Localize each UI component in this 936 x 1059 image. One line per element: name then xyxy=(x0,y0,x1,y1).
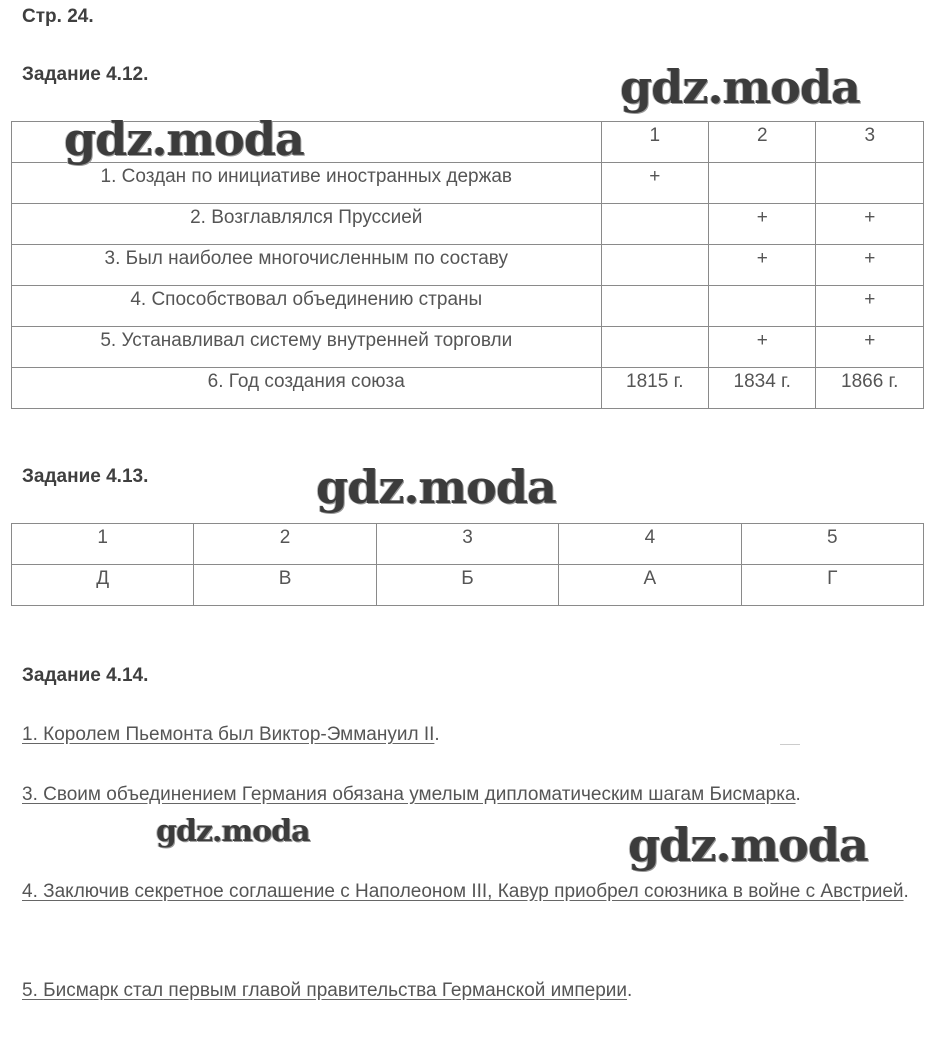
table-cell: 1815 г. xyxy=(601,368,708,409)
watermark-logo: gdz.moda xyxy=(620,60,860,114)
watermark-logo: gdz.moda xyxy=(64,112,304,166)
table-row xyxy=(12,327,924,368)
table-cell: 5. Устанавливал систему внутренней торговли xyxy=(12,327,602,368)
table-cell xyxy=(816,163,924,204)
statement-item xyxy=(22,972,915,1010)
table-cell: 2 xyxy=(709,122,816,163)
table-cell: + xyxy=(816,327,924,368)
table-cell: 3. Был наиболее многочисленным по составу xyxy=(12,245,602,286)
statement-item xyxy=(22,716,915,754)
statement-period: . xyxy=(795,784,801,805)
table-row xyxy=(12,245,924,286)
table-cell: 1 xyxy=(601,122,708,163)
table-cell: 2 xyxy=(194,524,376,565)
table-cell: + xyxy=(816,286,924,327)
table-cell: Г xyxy=(741,565,923,606)
task-4-12-title: Задание 4.12. xyxy=(22,64,149,85)
table-cell xyxy=(709,163,816,204)
table-cell: В xyxy=(194,565,376,606)
table-cell: А xyxy=(559,565,741,606)
table-row xyxy=(12,163,924,204)
statement-item xyxy=(22,776,915,814)
table-row xyxy=(12,204,924,245)
table-cell: + xyxy=(816,204,924,245)
table-cell: 3 xyxy=(816,122,924,163)
table-header-row xyxy=(12,524,924,565)
statement-text: 3. Своим объединением Германия обязана умелым дипломатическим шагам Бисмарка xyxy=(22,784,796,805)
statement-period: . xyxy=(903,881,909,902)
table-row xyxy=(12,368,924,409)
table-cell: + xyxy=(709,204,816,245)
table-cell: Д xyxy=(12,565,194,606)
table-cell: + xyxy=(709,245,816,286)
table-cell: + xyxy=(816,245,924,286)
table-cell xyxy=(601,204,708,245)
stray-mark xyxy=(780,744,800,745)
table-row xyxy=(12,565,924,606)
table-cell xyxy=(709,286,816,327)
watermark-logo: gdz.moda xyxy=(316,460,556,514)
table-cell xyxy=(601,286,708,327)
table-cell: 1834 г. xyxy=(709,368,816,409)
statement-item xyxy=(22,873,915,911)
table-cell: + xyxy=(601,163,708,204)
task-4-13-title: Задание 4.13. xyxy=(22,466,149,487)
task-4-13-table xyxy=(11,523,924,606)
table-cell: 1 xyxy=(12,524,194,565)
task-4-14-title: Задание 4.14. xyxy=(22,665,149,686)
table-row xyxy=(12,286,924,327)
statement-text: 5. Бисмарк стал первым главой правительства Германской империи xyxy=(22,980,627,1001)
page-label: Стр. 24. xyxy=(22,6,94,27)
table-cell: 5 xyxy=(741,524,923,565)
table-cell: 1. Создан по инициативе иностранных держав xyxy=(12,163,602,204)
table-cell: 3 xyxy=(376,524,558,565)
table-cell: 6. Год создания союза xyxy=(12,368,602,409)
table-cell: 4 xyxy=(559,524,741,565)
table-cell: 1866 г. xyxy=(816,368,924,409)
table-cell: + xyxy=(709,327,816,368)
table-cell: Б xyxy=(376,565,558,606)
statement-period: . xyxy=(627,980,633,1001)
table-cell xyxy=(601,327,708,368)
watermark-logo: gdz.moda xyxy=(628,818,868,872)
table-cell xyxy=(601,245,708,286)
statement-period: . xyxy=(434,724,440,745)
statement-text: 4. Заключив секретное соглашение с Наполеоном III, Кавур приобрел союзника в войне с Австрией xyxy=(22,881,904,902)
table-cell: 2. Возглавлялся Пруссией xyxy=(12,204,602,245)
statement-text: 1. Королем Пьемонта был Виктор-Эммануил II xyxy=(22,724,435,745)
table-cell: 4. Способствовал объединению страны xyxy=(12,286,602,327)
watermark-logo: gdz.moda xyxy=(156,814,310,849)
